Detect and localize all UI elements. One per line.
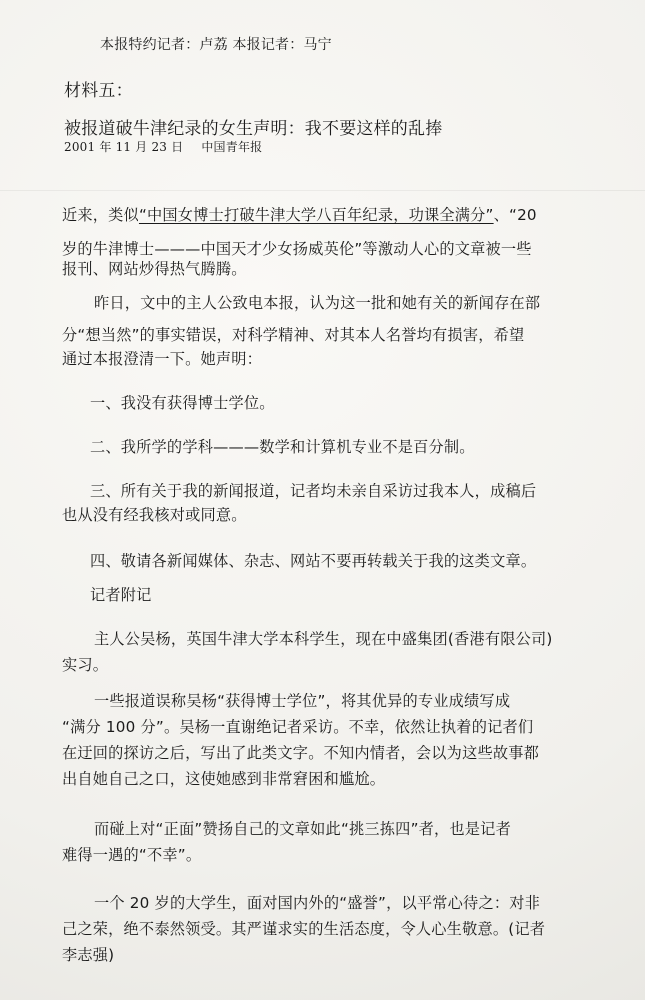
unfortunate-line-1: 而碰上对“正面”赞扬自己的文章如此“挑三拣四”者，也是记者 [94,820,511,838]
closing-line-1: 一个 20 岁的大学生，面对国内外的“盛誉”，以平常心待之：对非 [94,894,540,912]
closing-line-3: 李志强) [62,946,115,964]
headline: 被报道破牛津纪录的女生声明：我不要这样的乱捧 [64,119,443,139]
scan-fold-line [0,190,645,191]
statement-point-3-line-2: 也从没有经我核对或同意。 [62,506,247,524]
misreport-line-3: 在迂回的探访之后，写出了此类文字。不知内情者，会以为这些故事都 [62,744,540,762]
statement-intro-line-1: 昨日，文中的主人公致电本报，认为这一批和她有关的新闻存在部 [94,294,541,312]
intro-line-2: 岁的牛津博士———中国天才少女扬威英伦”等激动人心的文章被一些 [62,240,532,258]
dateline [64,138,262,155]
note-heading: 记者附记 [90,586,152,604]
material-label: 材料五： [64,81,133,101]
statement-point-1: 一、我没有获得博士学位。 [90,394,275,412]
statement-point-4: 四、敬请各新闻媒体、杂志、网站不要再转载关于我的这类文章。 [90,552,537,570]
intro-prefix: 近来，类似 [62,206,139,224]
dateline-paper: 中国青年报 [201,140,263,154]
intro-suffix: 、“20 [493,206,537,224]
unfortunate-line-2: 难得一遇的“不幸”。 [62,846,202,864]
protagonist-line-2: 实习。 [62,656,109,674]
misreport-line-2: “满分 100 分”。吴杨一直谢绝记者采访。不幸，依然让执着的记者们 [62,718,534,736]
intro-line-1 [62,204,537,225]
dateline-date: 2001 年 11 月 23 日 [64,140,184,154]
byline: 本报特约记者：卢荔 本报记者：马宁 [100,37,332,53]
protagonist-line-1: 主人公吴杨，英国牛津大学本科学生，现在中盛集团(香港有限公司) [94,630,553,648]
misreport-line-4: 出自她自己之口，这使她感到非常窘困和尴尬。 [62,770,386,788]
intro-quoted-headline: “中国女博士打破牛津大学八百年纪录，功课全满分” [138,206,494,224]
statement-point-2: 二、我所学的学科———数学和计算机专业不是百分制。 [90,438,475,456]
closing-line-2: 己之荣，绝不泰然领受。其严谨求实的生活态度，令人心生敬意。(记者 [62,920,546,938]
intro-line-3: 报刊、网站炒得热气腾腾。 [62,260,247,278]
statement-point-3-line-1: 三、所有关于我的新闻报道，记者均未亲自采访过我本人，成稿后 [90,482,537,500]
misreport-line-1: 一些报道误称吴杨“获得博士学位”，将其优异的专业成绩写成 [94,692,511,710]
statement-intro-line-2: 分“想当然”的事实错误，对科学精神、对其本人名誉均有损害，希望 [62,326,525,344]
statement-intro-line-3: 通过本报澄清一下。她声明： [62,350,263,368]
